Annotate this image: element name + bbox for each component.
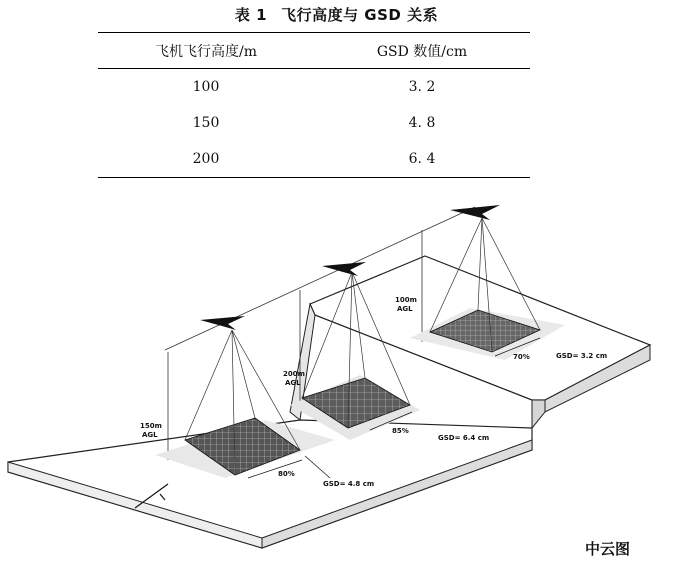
table-row [98, 69, 530, 106]
gsd-table [98, 32, 530, 178]
header-altitude: 飞机飞行高度/m [155, 43, 257, 60]
table-caption [0, 4, 673, 25]
table-caption-number: 表 1 [234, 6, 268, 24]
cell-altitude: 150 [192, 115, 220, 131]
drone-icon [322, 262, 366, 276]
table-header-row [98, 33, 530, 69]
altitude-label-150m: 150m [140, 422, 162, 430]
cell-gsd: 3. 2 [408, 79, 436, 95]
plateau-front-wall [532, 400, 545, 440]
cell-gsd: 4. 8 [408, 115, 436, 131]
overlap-label-70: 70% [513, 353, 530, 361]
altitude-label-100m-agl: AGL [397, 305, 413, 313]
altitude-label-150m-agl: AGL [142, 431, 158, 439]
drone-icon [200, 316, 245, 330]
table-row [98, 141, 530, 178]
cell-altitude: 100 [192, 79, 220, 95]
overlap-label-85: 85% [392, 427, 409, 435]
overlap-label-80: 80% [278, 470, 295, 478]
watermark-text: 中云图 [585, 540, 631, 558]
gsd-label-4-8: GSD= 4.8 cm [323, 480, 375, 488]
flight-altitude-illustration [0, 180, 673, 575]
cell-gsd: 6. 4 [408, 151, 436, 167]
altitude-label-100m: 100m [395, 296, 417, 304]
altitude-label-200m-agl: AGL [285, 379, 301, 387]
gsd-label-3-2: GSD= 3.2 cm [556, 352, 608, 360]
cell-altitude: 200 [192, 151, 220, 167]
table-caption-title: 飞行高度与 GSD 关系 [281, 6, 439, 24]
header-gsd: GSD 数值/cm [376, 43, 468, 60]
altitude-label-200m: 200m [283, 370, 305, 378]
gsd-label-6-4: GSD= 6.4 cm [438, 434, 490, 442]
table-row [98, 105, 530, 141]
